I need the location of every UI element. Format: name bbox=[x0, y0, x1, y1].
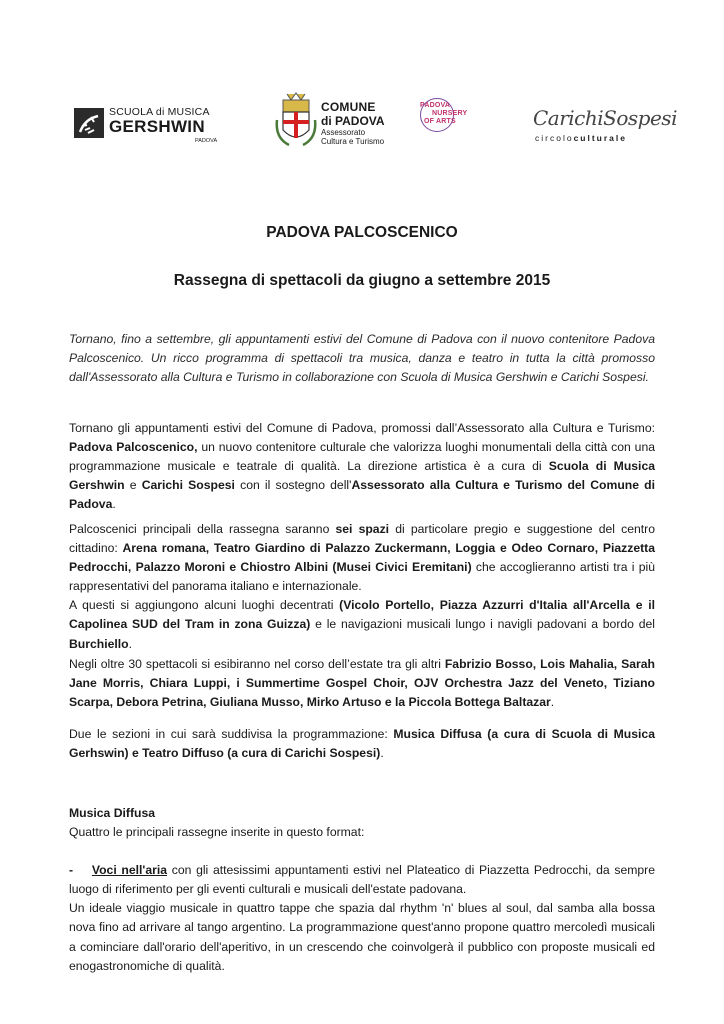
p3-text-a: Negli oltre 30 spettacoli si esibiranno nel corso dell’estate tra gli altri bbox=[69, 657, 445, 671]
carichi-subtitle bbox=[535, 133, 627, 143]
comune-cultura-turismo: Cultura e Turismo bbox=[321, 137, 385, 146]
paragraph-1 bbox=[69, 419, 655, 514]
p2-text-e: che accoglieranno artisti tra i più rappresentativi del panorama italiano e internazionale. bbox=[69, 560, 655, 594]
voci-description: Un ideale viaggio musicale in quattro tappe che spazia dal rhythm 'n' blues al soul, dal samba alla bossa nova fino ad arrivare al tango argentino. La programmazione quest'anno propone quattro mercoledì musicali a cominciare dall'orario dell'aperitivo, in un crescendo che coinvolgerà il pubblico con proposte musicali ed enogastronomiche di qualità. bbox=[69, 901, 655, 973]
p4-text-a: Due le sezioni in cui sarà suddivisa la programmazione: bbox=[69, 727, 394, 741]
p2-text-c: di particolare pregio e suggestione del centro cittadino: bbox=[69, 522, 655, 556]
p2-second bbox=[69, 596, 655, 653]
p3-text-c: . bbox=[550, 695, 555, 710]
p1-text-g: con il sostegno dell' bbox=[234, 478, 352, 493]
bullet-dash: - bbox=[69, 863, 74, 878]
p2-bold-g: (Vicolo Portello, Piazza Azzurri d'Italia all'Arcella e il Capolinea SUD del Tram in zona Guizza) bbox=[69, 598, 655, 632]
p2-bold-b: sei spazi bbox=[335, 522, 390, 536]
section-heading: Musica Diffusa bbox=[69, 806, 156, 820]
section-intro: Quattro le principali rassegne inserite in questo format: bbox=[69, 825, 365, 840]
comune-logo bbox=[275, 90, 395, 152]
p1-bold-b: Padova Palcoscenico, bbox=[69, 440, 198, 455]
p2-bold-d: Arena romana, Teatro Giardino di Palazzo Zuckermann, Loggia e Odeo Cornaro, Piazzetta Pedrocchi, Palazzo Moroni e Chiostro Albini (Musei Civici Eremitani) bbox=[69, 541, 655, 575]
p1-text-e: e bbox=[124, 478, 142, 493]
musica-diffusa-section bbox=[69, 804, 655, 976]
p2-first bbox=[69, 520, 655, 596]
gershwin-mark-icon bbox=[74, 108, 104, 138]
p2-text-h: e le navigazioni musicali lungo i navigli padovani a bordo del bbox=[310, 617, 655, 632]
carichi-logo bbox=[533, 106, 677, 146]
p1-bold-f: Carichi Sospesi bbox=[141, 478, 235, 493]
gershwin-line3: PADOVA bbox=[195, 138, 218, 144]
voci-nell-aria-label: Voci nell'aria bbox=[91, 863, 168, 878]
carichi-circolo: circolo bbox=[535, 133, 574, 143]
p1-text-a: Tornano gli appuntamenti estivi del Comune di Padova, promossi dall’Assessorato alla Cultura e Turismo: bbox=[69, 421, 655, 435]
p2-text-a: Palcoscenici principali della rassegna saranno bbox=[69, 522, 336, 536]
carichi-wordmark: CarichiSospesi bbox=[533, 106, 677, 130]
page-title: PADOVA PALCOSCENICO bbox=[266, 224, 458, 241]
p2-bold-i: Burchiello bbox=[69, 636, 129, 651]
padova-crest-icon bbox=[275, 90, 317, 150]
voci-item bbox=[69, 861, 655, 899]
p4-text-c: . bbox=[380, 746, 384, 761]
gershwin-line1: SCUOLA di MUSICA bbox=[109, 106, 210, 118]
gershwin-logo bbox=[74, 106, 218, 144]
p2-text-j: . bbox=[128, 636, 132, 651]
carichi-culturale: culturale bbox=[573, 133, 627, 143]
p2-text-f: A questi si aggiungono alcuni luoghi decentrati bbox=[69, 598, 340, 613]
p4-bold-b: Musica Diffusa (a cura di Scuola di Musica Gerhswin) e Teatro Diffuso (a cura di Carichi Sospesi) bbox=[69, 727, 655, 761]
comune-line1: COMUNE bbox=[321, 100, 376, 114]
nursery-line2: NURSERY bbox=[432, 110, 468, 117]
paragraph-4 bbox=[69, 725, 655, 763]
nursery-logo bbox=[420, 96, 490, 144]
logo-bar bbox=[0, 88, 724, 158]
p3-bold-b: Fabrizio Bosso, Lois Mahalia, Sarah Jane Morris, Chiara Luppi, i Summertime Gospel Choir, OJV Orchestra Jazz del Veneto, Tiziano Scarpa, Debora Petrina, Giuliana Musso, Mirko Artuso e la Piccola Bottega Baltazar bbox=[69, 657, 655, 710]
paragraph-3 bbox=[69, 655, 655, 712]
comune-line3 bbox=[321, 128, 384, 146]
paragraph-2 bbox=[69, 520, 655, 654]
page-subtitle: Rassegna di spettacoli da giugno a settembre 2015 bbox=[173, 272, 551, 289]
p1-bold-h: Assessorato alla Cultura e Turismo del Comune di Padova bbox=[69, 478, 655, 512]
nursery-line3: OF ARTS bbox=[424, 118, 456, 125]
voci-text: con gli attesissimi appuntamenti estivi nel Plateatico di Piazzetta Pedrocchi, da sempre luogo di riferimento per gli eventi culturali e musicali dell'estate padovana. bbox=[69, 863, 656, 897]
p1-text-i: . bbox=[112, 497, 116, 512]
comune-line2: di PADOVA bbox=[321, 114, 385, 128]
nursery-line1: PADOVA bbox=[420, 102, 451, 109]
p1-text-c: un nuovo contenitore culturale che valorizza luoghi monumentali della città con una programmazione musicale e teatrale di qualità. La direzione artistica è a cura di bbox=[69, 440, 656, 474]
intro-paragraph: Tornano, fino a settembre, gli appuntamenti estivi del Comune di Padova con il nuovo contenitore Padova Palcoscenico. Un ricco programma di spettacoli tra musica, danza e teatro in tutta la città promosso dall'Assessorato alla Cultura e Turismo in collaborazione con Scuola di Musica Gershwin e Carichi Sospesi. bbox=[69, 332, 655, 385]
p1-bold-d: Scuola di Musica Gershwin bbox=[69, 459, 655, 493]
gershwin-line2: GERSHWIN bbox=[109, 117, 205, 136]
comune-assessorato: Assessorato bbox=[321, 128, 366, 137]
